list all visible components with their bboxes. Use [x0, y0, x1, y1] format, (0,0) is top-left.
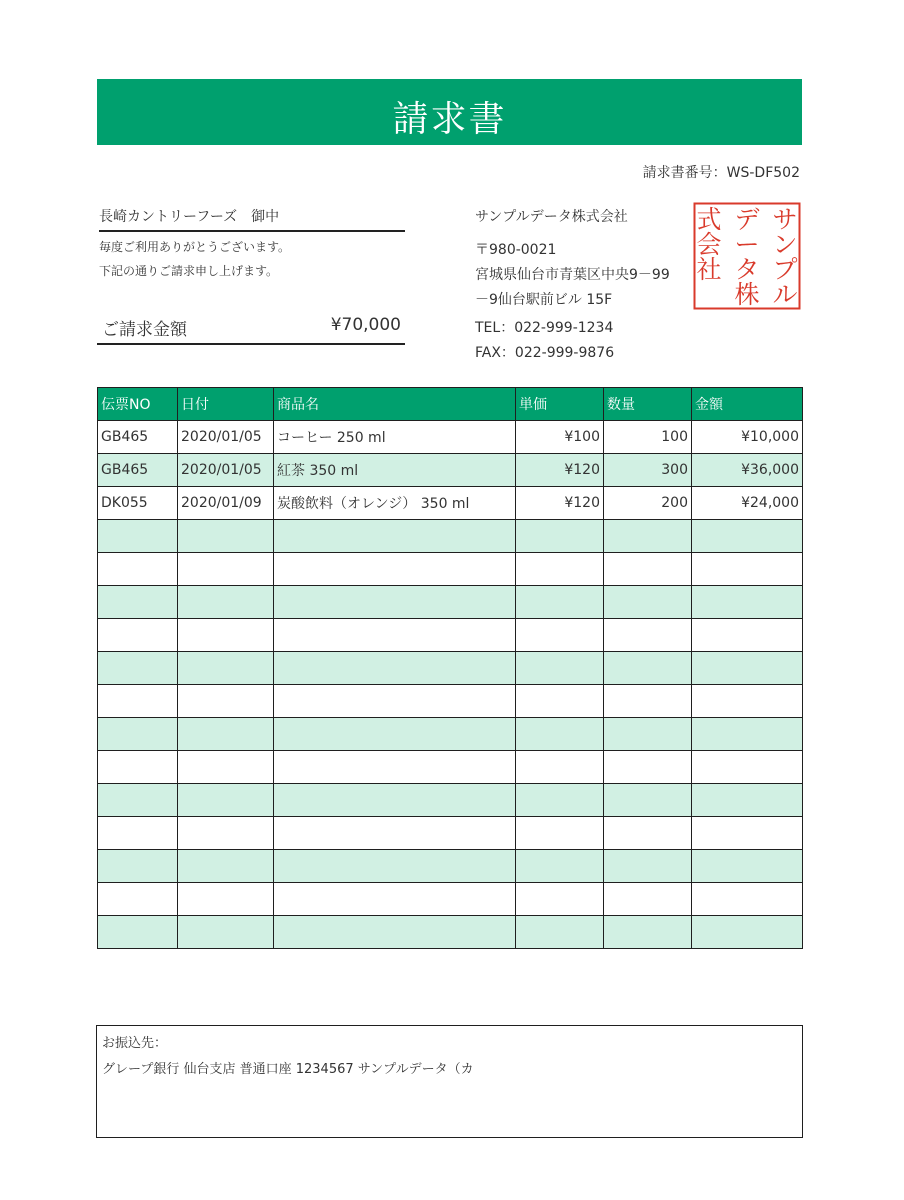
amount-cell [692, 553, 803, 586]
header-slip-no: 伝票NO [98, 388, 178, 421]
table-row [98, 586, 803, 619]
greeting-line-1: 毎度ご利用ありがとうございます。 [99, 240, 291, 254]
quantity-cell [604, 718, 692, 751]
product-cell [274, 718, 516, 751]
quantity-cell [604, 751, 692, 784]
header-amount: 金額 [692, 388, 803, 421]
product-cell [274, 652, 516, 685]
quantity-cell [604, 784, 692, 817]
svg-text:株: 株 [734, 280, 760, 309]
product-cell [274, 817, 516, 850]
amount-value: ¥70,000 [330, 315, 401, 335]
date-cell [178, 817, 274, 850]
table-row [98, 883, 803, 916]
date-cell [178, 751, 274, 784]
amount-cell [692, 916, 803, 949]
company-address-2: －9仙台駅前ビル 15F [475, 292, 613, 308]
product-cell [274, 916, 516, 949]
table-row [98, 553, 803, 586]
product-cell [274, 784, 516, 817]
amount-cell [692, 784, 803, 817]
slip-no-cell [98, 586, 178, 619]
slip-no-cell [98, 619, 178, 652]
svg-text:ー: ー [734, 230, 760, 259]
quantity-cell [604, 586, 692, 619]
slip-no-cell [98, 817, 178, 850]
date-cell [178, 652, 274, 685]
invoice-items-table [97, 387, 803, 949]
amount-cell [692, 883, 803, 916]
company-address-1: 宮城県仙台市青葉区中央9－99 [475, 267, 670, 283]
date-cell: 2020/01/05 [178, 421, 274, 454]
product-cell: 炭酸飲料（オレンジ） 350 ml [274, 487, 516, 520]
date-cell [178, 718, 274, 751]
date-cell [178, 553, 274, 586]
bank-label: お振込先： [102, 1036, 168, 1051]
svg-text:サ: サ [772, 205, 798, 234]
invoice-number: 請求書番号：WS-DF502 [642, 165, 800, 181]
table-row [98, 685, 803, 718]
svg-text:式: 式 [696, 205, 722, 234]
quantity-cell: 300 [604, 454, 692, 487]
slip-no-cell [98, 883, 178, 916]
table-row [98, 916, 803, 949]
table-row [98, 487, 803, 520]
unit-price-cell [516, 553, 604, 586]
unit-price-cell [516, 685, 604, 718]
table-row [98, 817, 803, 850]
product-cell [274, 883, 516, 916]
amount-cell [692, 586, 803, 619]
slip-no-cell [98, 685, 178, 718]
unit-price-cell: ¥100 [516, 421, 604, 454]
quantity-cell [604, 685, 692, 718]
table-row [98, 454, 803, 487]
slip-no-cell [98, 520, 178, 553]
quantity-cell [604, 916, 692, 949]
unit-price-cell [516, 916, 604, 949]
table-row [98, 421, 803, 454]
quantity-cell [604, 652, 692, 685]
unit-price-cell [516, 652, 604, 685]
slip-no-cell [98, 751, 178, 784]
product-cell [274, 619, 516, 652]
slip-no-cell [98, 850, 178, 883]
unit-price-cell [516, 751, 604, 784]
unit-price-cell [516, 718, 604, 751]
quantity-cell [604, 553, 692, 586]
amount-cell [692, 751, 803, 784]
amount-cell: ¥36,000 [692, 454, 803, 487]
date-cell [178, 520, 274, 553]
svg-text:社: 社 [696, 255, 722, 284]
date-cell [178, 784, 274, 817]
amount-cell [692, 685, 803, 718]
slip-no-cell [98, 784, 178, 817]
svg-text:ン: ン [772, 230, 798, 259]
quantity-cell: 100 [604, 421, 692, 454]
table-row [98, 751, 803, 784]
slip-no-cell: DK055 [98, 487, 178, 520]
bank-info-box [96, 1025, 803, 1138]
amount-label: ご請求金額 [102, 320, 187, 340]
unit-price-cell [516, 817, 604, 850]
quantity-cell [604, 883, 692, 916]
table-row [98, 718, 803, 751]
amount-cell [692, 817, 803, 850]
amount-cell [692, 850, 803, 883]
date-cell [178, 685, 274, 718]
table-row [98, 784, 803, 817]
slip-no-cell [98, 718, 178, 751]
date-cell [178, 619, 274, 652]
quantity-cell [604, 619, 692, 652]
unit-price-cell: ¥120 [516, 454, 604, 487]
title-banner [97, 79, 802, 145]
unit-price-cell [516, 619, 604, 652]
unit-price-cell [516, 586, 604, 619]
product-cell [274, 553, 516, 586]
slip-no-cell: GB465 [98, 421, 178, 454]
bank-details: グレープ銀行 仙台支店 普通口座 1234567 サンプルデータ（カ [102, 1062, 474, 1077]
date-cell [178, 850, 274, 883]
svg-text:デ: デ [734, 205, 760, 234]
svg-text:ル: ル [772, 280, 798, 309]
product-cell [274, 520, 516, 553]
table-row [98, 520, 803, 553]
amount-row [97, 315, 405, 345]
amount-cell: ¥10,000 [692, 421, 803, 454]
date-cell: 2020/01/05 [178, 454, 274, 487]
amount-cell [692, 718, 803, 751]
table-header-row [98, 388, 803, 421]
date-cell [178, 883, 274, 916]
table-row [98, 652, 803, 685]
unit-price-cell [516, 520, 604, 553]
greeting-line-2: 下記の通りご請求申し上げます。 [99, 264, 279, 278]
date-cell [178, 586, 274, 619]
quantity-cell [604, 520, 692, 553]
quantity-cell [604, 850, 692, 883]
product-cell [274, 850, 516, 883]
unit-price-cell [516, 883, 604, 916]
slip-no-cell [98, 916, 178, 949]
company-name: サンプルデータ株式会社 [475, 209, 628, 225]
svg-text:プ: プ [772, 255, 798, 284]
product-cell: コーヒー 250 ml [274, 421, 516, 454]
amount-cell [692, 652, 803, 685]
unit-price-cell: ¥120 [516, 487, 604, 520]
amount-cell: ¥24,000 [692, 487, 803, 520]
quantity-cell: 200 [604, 487, 692, 520]
company-zip: 〒980-0021 [475, 242, 557, 258]
amount-cell [692, 619, 803, 652]
svg-text:タ: タ [734, 255, 760, 284]
product-cell [274, 685, 516, 718]
date-cell [178, 916, 274, 949]
amount-cell [692, 520, 803, 553]
customer-name: 長崎カントリーフーズ 御中 [99, 206, 405, 232]
product-cell: 紅茶 350 ml [274, 454, 516, 487]
header-product: 商品名 [274, 388, 516, 421]
table-row [98, 619, 803, 652]
product-cell [274, 751, 516, 784]
company-fax: FAX：022-999-9876 [475, 345, 615, 361]
unit-price-cell [516, 784, 604, 817]
svg-text:会: 会 [696, 230, 722, 259]
slip-no-cell [98, 553, 178, 586]
company-tel: TEL：022-999-1234 [475, 320, 614, 336]
slip-no-cell: GB465 [98, 454, 178, 487]
header-unit-price: 単価 [516, 388, 604, 421]
company-seal-stamp [693, 202, 801, 310]
quantity-cell [604, 817, 692, 850]
product-cell [274, 586, 516, 619]
unit-price-cell [516, 850, 604, 883]
header-quantity: 数量 [604, 388, 692, 421]
header-date: 日付 [178, 388, 274, 421]
page-title: 請求書 [392, 99, 507, 140]
date-cell: 2020/01/09 [178, 487, 274, 520]
table-row [98, 850, 803, 883]
slip-no-cell [98, 652, 178, 685]
